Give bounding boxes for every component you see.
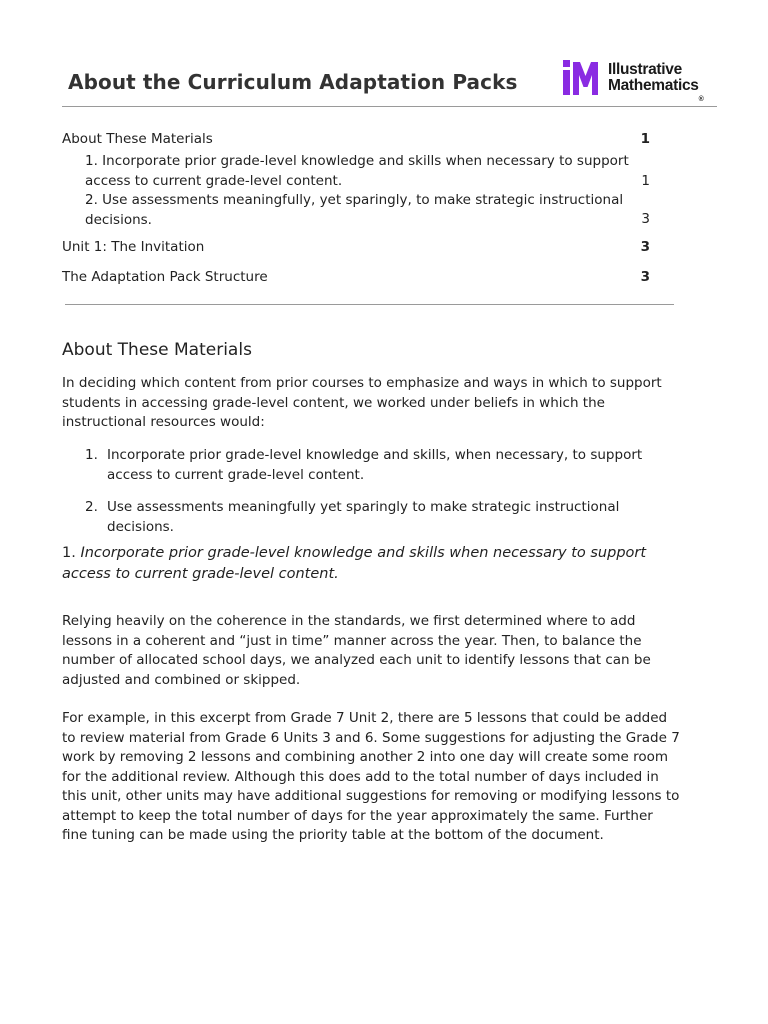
subsection-number: 1.	[62, 545, 76, 561]
illustrative-mathematics-logo	[562, 60, 704, 103]
list-item-number: 1.	[85, 447, 98, 463]
toc-item-label: About These Materials	[62, 131, 213, 147]
toc-item-page: 1	[641, 173, 650, 189]
header-divider	[62, 106, 717, 107]
toc-item-label: Unit 1: The Invitation	[62, 239, 205, 255]
logo-line-2: Mathematics®	[608, 77, 704, 103]
toc-item-page: 3	[640, 239, 650, 255]
im-logo-icon	[562, 60, 602, 96]
subsection-heading	[62, 543, 682, 585]
toc-item-about-these-materials[interactable]	[62, 130, 650, 150]
logo-wordmark	[608, 61, 704, 103]
toc-divider	[65, 304, 674, 305]
toc-item-label: The Adaptation Pack Structure	[62, 269, 268, 285]
page-title: About the Curriculum Adaptation Packs	[68, 70, 518, 94]
toc-item-page: 3	[640, 269, 650, 285]
subsection-title: Incorporate prior grade-level knowledge and skills when necessary to support access to current grade-level content.	[62, 545, 647, 582]
logo-line-1: Illustrative	[608, 61, 682, 78]
toc-item-page: 3	[641, 211, 650, 227]
toc-item-unit-1[interactable]	[62, 238, 650, 258]
toc-item-use-assessments[interactable]	[85, 191, 650, 230]
body-paragraph-1: Relying heavily on the coherence in the standards, we first determined where to add lessons in a coherent and “just in time” manner across the year. Then, to balance the number of allocated school days, we analyzed each unit to identify lessons that can be adjusted and combined or skipped.	[62, 613, 651, 688]
intro-paragraph: In deciding which content from prior courses to emphasize and ways in which to support students in accessing grade-level content, we worked under beliefs in which the instructional resources would:	[62, 375, 662, 430]
toc-item-page: 1	[640, 131, 650, 147]
toc-item-incorporate-prior-knowledge[interactable]	[85, 152, 650, 191]
section-heading: About These Materials	[62, 340, 252, 360]
body-paragraph-2: For example, in this excerpt from Grade 7 Unit 2, there are 5 lessons that could be added to review material from Grade 6 Units 3 and 6. Some suggestions for adjusting the Grade 7 work by removing 2 lessons and combining another 2 into one day will create some room for the additional review. Although this does add to the total number of days included in this unit, other units may have additional suggestions for removing or modifying lessons to attempt to keep the total number of days for the year approximately the same. Further fine tuning can be made using the priority table at the bottom of the document.	[62, 710, 680, 843]
registered-mark: ®	[698, 96, 704, 103]
list-item-text: Use assessments meaningfully yet sparingly to make strategic instructional decisions.	[107, 499, 620, 535]
toc-item-adaptation-pack-structure[interactable]	[62, 268, 650, 288]
toc-item-label: 1. Incorporate prior grade-level knowledge and skills when necessary to support access to current grade-level content.	[85, 153, 629, 189]
toc-item-label: 2. Use assessments meaningfully, yet sparingly, to make strategic instructional decisions.	[85, 192, 624, 228]
list-item-number: 2.	[85, 499, 98, 515]
list-item-text: Incorporate prior grade-level knowledge and skills, when necessary, to support access to current grade-level content.	[107, 447, 643, 483]
